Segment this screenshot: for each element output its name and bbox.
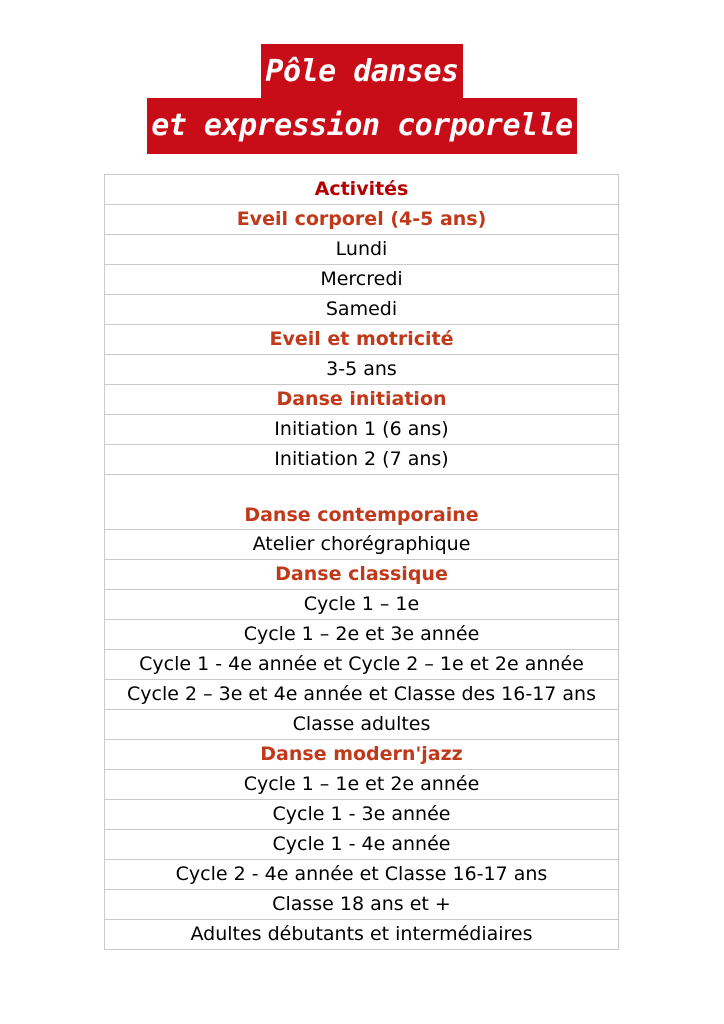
table-row: [105, 650, 619, 680]
table-row: [105, 530, 619, 560]
section-heading: Danse initiation: [105, 385, 619, 415]
activity-cell: Cycle 1 – 1e et 2e année: [105, 770, 619, 800]
section-row: [105, 740, 619, 770]
activity-cell: Cycle 1 - 3e année: [105, 800, 619, 830]
section-row: [105, 325, 619, 355]
table-row: [105, 415, 619, 445]
table-row: [105, 890, 619, 920]
activity-cell: Mercredi: [105, 265, 619, 295]
activities-table: [104, 174, 619, 950]
page-title: [0, 44, 724, 154]
activity-cell: Lundi: [105, 235, 619, 265]
activity-cell: Initiation 1 (6 ans): [105, 415, 619, 445]
activity-cell: Cycle 1 - 4e année: [105, 830, 619, 860]
table-row: [105, 295, 619, 325]
table-row: [105, 860, 619, 890]
table-row: [105, 800, 619, 830]
section-heading: Eveil corporel (4-5 ans): [105, 205, 619, 235]
table-row: [105, 620, 619, 650]
activity-cell: Classe 18 ans et +: [105, 890, 619, 920]
section-heading: Danse contemporaine: [105, 475, 619, 530]
table-row: [105, 445, 619, 475]
table-row: [105, 235, 619, 265]
table-row: [105, 590, 619, 620]
table-row: [105, 920, 619, 950]
section-row: [105, 205, 619, 235]
table-header: Activités: [105, 175, 619, 205]
table-row: [105, 710, 619, 740]
activity-cell: Initiation 2 (7 ans): [105, 445, 619, 475]
table-row: [105, 355, 619, 385]
activity-cell: Adultes débutants et intermédiaires: [105, 920, 619, 950]
section-heading: Eveil et motricité: [105, 325, 619, 355]
activity-cell: Cycle 1 – 2e et 3e année: [105, 620, 619, 650]
section-row: [105, 385, 619, 415]
section-row: [105, 475, 619, 530]
activity-cell: Atelier chorégraphique: [105, 530, 619, 560]
table-row: [105, 265, 619, 295]
activity-cell: 3-5 ans: [105, 355, 619, 385]
table-row: [105, 770, 619, 800]
activity-cell: Cycle 1 – 1e: [105, 590, 619, 620]
activity-cell: Cycle 2 - 4e année et Classe 16-17 ans: [105, 860, 619, 890]
activity-cell: Classe adultes: [105, 710, 619, 740]
table-row: [105, 680, 619, 710]
table-header-row: [105, 175, 619, 205]
section-heading: Danse modern'jazz: [105, 740, 619, 770]
activity-cell: Cycle 1 - 4e année et Cycle 2 – 1e et 2e année: [105, 650, 619, 680]
table-row: [105, 830, 619, 860]
section-row: [105, 560, 619, 590]
title-line-1: Pôle danses: [261, 44, 462, 100]
activity-cell: Cycle 2 – 3e et 4e année et Classe des 16-17 ans: [105, 680, 619, 710]
title-line-2: et expression corporelle: [147, 98, 576, 154]
section-heading: Danse classique: [105, 560, 619, 590]
activity-cell: Samedi: [105, 295, 619, 325]
